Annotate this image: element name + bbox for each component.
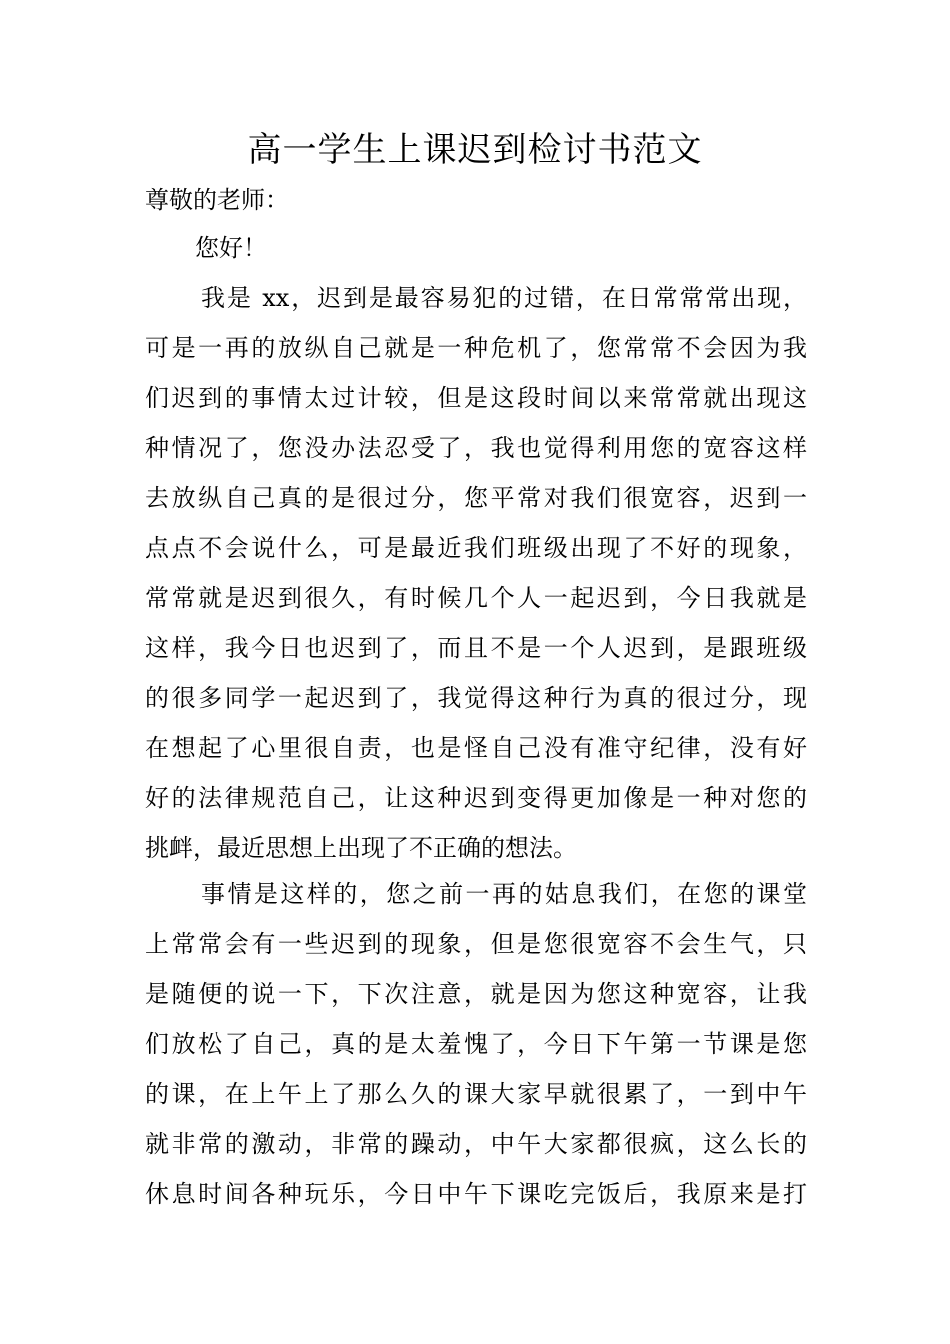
document-title: 高一学生上课迟到检讨书范文 <box>247 130 703 170</box>
paragraph-line: 是随便的说一下，下次注意，就是因为您这种宽容，让我 <box>145 980 807 1008</box>
paragraph-line: 好的法律规范自己，让这种迟到变得更加像是一种对您的 <box>145 784 807 812</box>
paragraph-line: 在想起了心里很自责，也是怪自己没有准守纪律，没有好 <box>145 734 807 762</box>
salutation: 尊敬的老师： <box>145 186 289 214</box>
paragraph-line: 去放纵自己真的是很过分，您平常对我们很宽容，迟到一 <box>145 484 807 512</box>
paragraph-line: 的很多同学一起迟到了，我觉得这种行为真的很过分，现 <box>145 684 807 712</box>
paragraph-line: 这样，我今日也迟到了，而且不是一个人迟到，是跟班级 <box>145 634 807 662</box>
paragraph-line: 可是一再的放纵自己就是一种危机了，您常常不会因为我 <box>145 334 807 362</box>
paragraph-line: 就非常的激动，非常的躁动，中午大家都很疯，这么长的 <box>145 1130 807 1158</box>
paragraph-line: 们放松了自己，真的是太羞愧了，今日下午第一节课是您 <box>145 1030 807 1058</box>
paragraph-2 <box>145 869 807 1219</box>
paragraph-line: 的课，在上午上了那么久的课大家早就很累了，一到中午 <box>145 1080 807 1108</box>
paragraph-line: 种情况了，您没办法忍受了，我也觉得利用您的宽容这样 <box>145 434 807 462</box>
paragraph-line: 我是 xx，迟到是最容易犯的过错，在日常常常出现， <box>201 284 807 312</box>
paragraph-line: 常常就是迟到很久，有时候几个人一起迟到，今日我就是 <box>145 584 807 612</box>
paragraph-line: 休息时间各种玩乐，今日中午下课吃完饭后，我原来是打 <box>145 1180 807 1208</box>
greeting: 您好！ <box>195 234 267 262</box>
paragraph-1 <box>145 273 807 873</box>
paragraph-line: 们迟到的事情太过计较，但是这段时间以来常常就出现这 <box>145 384 807 412</box>
paragraph-line: 上常常会有一些迟到的现象，但是您很宽容不会生气，只 <box>145 930 807 958</box>
paragraph-line: 点点不会说什么，可是最近我们班级出现了不好的现象， <box>145 534 807 562</box>
paragraph-line: 挑衅，最近思想上出现了不正确的想法。 <box>145 834 577 862</box>
paragraph-line: 事情是这样的，您之前一再的姑息我们，在您的课堂 <box>201 880 807 908</box>
